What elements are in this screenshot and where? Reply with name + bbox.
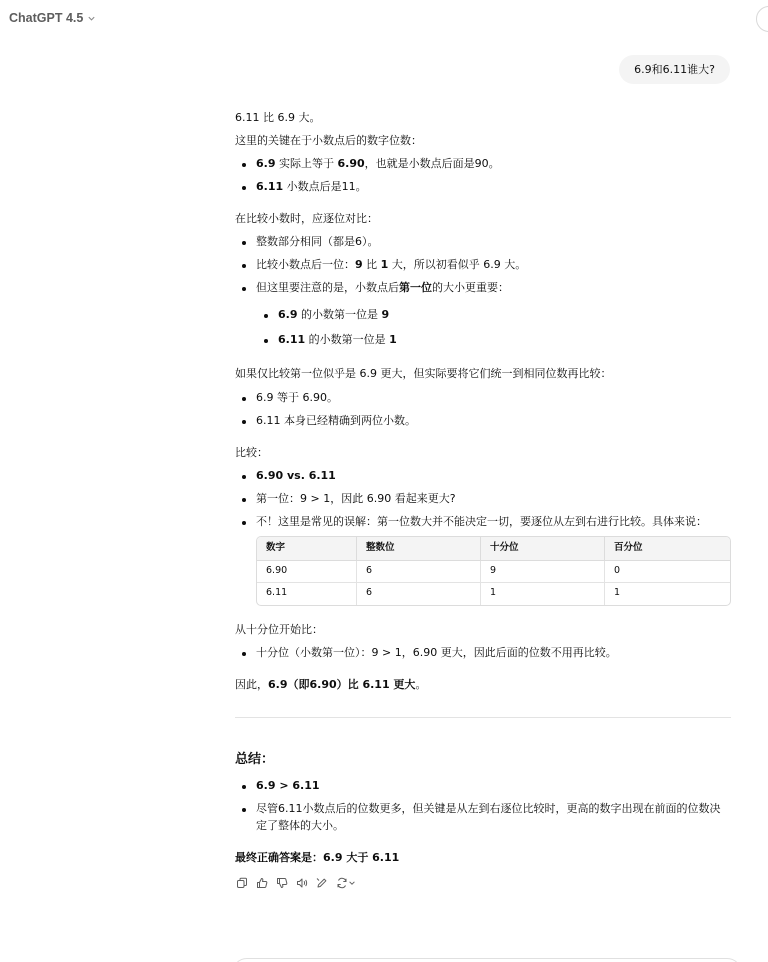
text: 整数部分相同（都是6）。 <box>256 235 379 249</box>
compare-intro: 在比较小数时，应逐位对比： <box>235 212 378 226</box>
text: ，也就是小数点后面是90。 <box>364 157 500 171</box>
bold-text: 6.11 <box>278 333 306 347</box>
table-row <box>257 583 730 605</box>
model-selector[interactable] <box>9 9 96 28</box>
text: 的小数第一位是 <box>297 308 382 322</box>
text: 但这里要注意的是，小数点后 <box>256 281 399 295</box>
bold-text: 6.9 > 6.11 <box>256 778 320 792</box>
thumbs-down-icon[interactable] <box>275 876 289 890</box>
edit-icon[interactable] <box>315 876 329 890</box>
text: 。 <box>415 677 427 691</box>
bold-text: 1 <box>380 258 389 272</box>
table-cell: 6 <box>357 561 481 583</box>
list-item: 6.11 本身已经精确到两位小数。 <box>256 409 731 432</box>
bold-text: 6.90 <box>337 157 365 171</box>
table-row <box>257 561 730 583</box>
text: 实际上等于 <box>275 157 338 171</box>
column-header: 整数位 <box>357 537 481 561</box>
profile-button[interactable] <box>756 6 768 32</box>
list-item <box>256 510 731 609</box>
chevron-down-icon <box>348 879 356 887</box>
text: 的大小更重要： <box>432 281 509 295</box>
column-header: 十分位 <box>481 537 605 561</box>
model-label: ChatGPT 4.5 <box>9 11 84 25</box>
key-point: 这里的关键在于小数点后的数字位数： <box>235 134 422 148</box>
list-item <box>256 276 731 355</box>
table-cell: 6.90 <box>257 561 357 583</box>
bold-text: 9 <box>355 258 363 272</box>
table-header-row <box>257 537 730 561</box>
conclusion <box>235 676 731 693</box>
final-answer <box>235 849 731 866</box>
list-item <box>256 774 731 797</box>
list-item <box>256 175 731 198</box>
digit-table <box>256 536 731 606</box>
text: 不！这里是常见的误解：第一位数大并不能决定一切，要逐位从左到右进行比较。具体来说： <box>256 514 707 528</box>
text: 因此， <box>235 677 268 691</box>
table-cell: 1 <box>481 583 605 605</box>
read-aloud-icon[interactable] <box>295 876 309 890</box>
bold-text: 6.9 <box>278 308 298 322</box>
text: 比 <box>362 258 381 272</box>
chevron-down-icon <box>87 14 96 23</box>
message-actions <box>235 876 731 890</box>
digits-list <box>235 152 731 198</box>
thumbs-up-icon[interactable] <box>255 876 269 890</box>
table-cell: 6.11 <box>257 583 357 605</box>
list-item <box>256 253 731 276</box>
list-item <box>256 230 731 253</box>
top-bar <box>0 0 768 36</box>
regenerate-icon[interactable] <box>335 876 357 890</box>
unify-list <box>235 386 731 432</box>
text: 的小数第一位是 <box>305 333 390 347</box>
first-digit-list <box>256 302 731 352</box>
bold-text: 6.9（即6.90）比 6.11 更大 <box>268 677 416 691</box>
user-message: 6.9和6.11谁大? <box>619 55 730 84</box>
list-item: 十分位（小数第一位）：9 > 1，6.90 更大，因此后面的位数不用再比较。 <box>256 641 731 664</box>
summary-list <box>235 774 731 837</box>
tenths-intro: 从十分位开始比： <box>235 622 323 636</box>
table-cell: 0 <box>605 561 730 583</box>
list-item: 6.9 等于 6.90。 <box>256 386 731 409</box>
compare2-label: 比较： <box>235 445 268 459</box>
compare-list <box>235 230 731 355</box>
tenths-list <box>235 641 731 664</box>
text: 比较小数点后一位： <box>256 258 355 272</box>
answer-intro: 6.11 比 6.9 大。 <box>235 111 321 124</box>
assistant-message <box>235 109 731 890</box>
table-cell: 9 <box>481 561 605 583</box>
list-item <box>278 327 731 352</box>
bold-text: 9 <box>381 308 390 322</box>
column-header: 百分位 <box>605 537 730 561</box>
list-item <box>278 302 731 327</box>
bold-text: 1 <box>389 333 397 347</box>
table-cell: 6 <box>357 583 481 605</box>
text: 小数点后是11。 <box>283 180 367 194</box>
bold-text: 最终正确答案是：6.9 大于 6.11 <box>235 850 400 864</box>
copy-icon[interactable] <box>235 876 249 890</box>
summary-heading: 总结： <box>235 751 275 767</box>
list-item <box>256 464 731 487</box>
compare2-list <box>235 464 731 609</box>
bold-text: 6.90 vs. 6.11 <box>256 468 336 482</box>
bold-text: 6.11 <box>256 180 284 194</box>
column-header: 数字 <box>257 537 357 561</box>
list-item <box>256 152 731 175</box>
table-cell: 1 <box>614 587 621 599</box>
bold-text: 第一位 <box>399 281 432 295</box>
list-item: 第一位：9 > 1，因此 6.90 看起来更大? <box>256 487 731 510</box>
unify-intro: 如果仅比较第一位似乎是 6.9 更大，但实际要将它们统一到相同位数再比较： <box>235 367 612 381</box>
bold-text: 6.9 <box>256 157 276 171</box>
message-composer[interactable] <box>232 958 742 962</box>
text: 大，所以初看似乎 6.9 大。 <box>388 258 527 272</box>
list-item: 尽管6.11小数点后的位数更多，但关键是从左到右逐位比较时，更高的数字出现在前面的位数决定了整体的大小。 <box>256 797 731 837</box>
